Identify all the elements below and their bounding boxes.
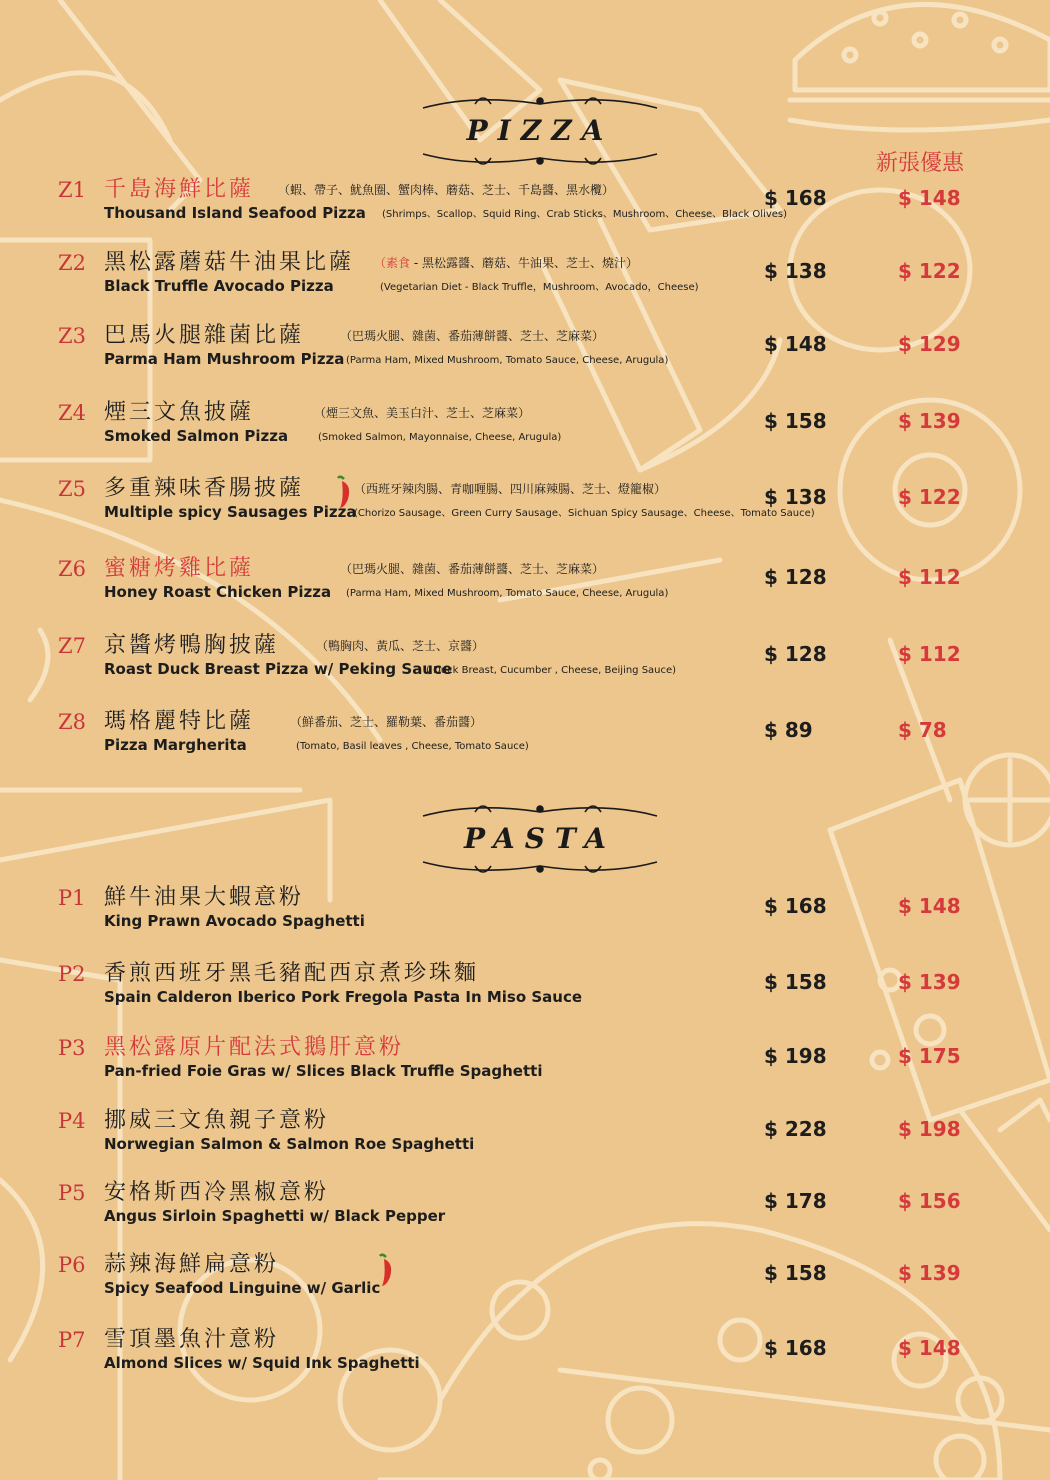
item-desc-en: (Vegetarian Diet - Black Truffle，Mushroom、Avocado，Cheese) xyxy=(380,282,699,293)
item-code: Z1 xyxy=(58,178,86,202)
item-name-zh: 安格斯西冷黑椒意粉 xyxy=(104,1180,330,1205)
item-desc-zh: （巴瑪火腿、雜菌、番茄薄餅醬、芝士、芝麻菜） xyxy=(340,562,605,576)
item-price: $ 198 xyxy=(764,1044,827,1068)
item-name-en: Smoked Salmon Pizza xyxy=(104,427,289,445)
item-name-en: Pizza Margherita xyxy=(104,736,247,754)
item-price: $ 89 xyxy=(764,718,813,742)
item-promo-price: $ 175 xyxy=(898,1044,961,1068)
item-desc-zh-text: - 黑松露醬、蘑菇、牛油果、芝士、燒汁） xyxy=(410,256,638,270)
item-name-en: Thousand Island Seafood Pizza xyxy=(104,204,366,222)
item-promo-price: $ 112 xyxy=(898,642,961,666)
item-name-zh: 多重辣味香腸披薩 xyxy=(104,476,305,501)
item-name-en: Norwegian Salmon & Salmon Roe Spaghetti xyxy=(104,1135,475,1153)
item-desc-zh: （巴瑪火腿、雜菌、番茄薄餅醬、芝士、芝麻菜） xyxy=(340,329,605,343)
item-name-zh: 瑪格麗特比薩 xyxy=(104,709,255,734)
pasta-section-title xyxy=(410,800,670,878)
bottom-flourish-ornament xyxy=(415,148,665,170)
item-promo-price: $ 139 xyxy=(898,970,961,994)
item-name-en: Parma Ham Mushroom Pizza xyxy=(104,350,345,368)
item-name-zh: 千島海鮮比薩 xyxy=(104,177,255,202)
item-promo-price: $ 122 xyxy=(898,485,961,509)
item-promo-price: $ 198 xyxy=(898,1117,961,1141)
item-promo-price: $ 112 xyxy=(898,565,961,589)
item-code: Z8 xyxy=(58,710,86,734)
vegetarian-tag: （素食 xyxy=(374,256,411,270)
item-desc-zh: （鴨胸肉、黃瓜、芝士、京醬） xyxy=(316,639,485,653)
bottom-flourish-ornament xyxy=(415,856,665,878)
item-desc-en: (Chorizo Sausage、Green Curry Sausage、Sichuan Spicy Sausage、Cheese、Tomato Sauce) xyxy=(354,508,815,519)
top-flourish-ornament xyxy=(415,800,665,822)
item-name-zh: 黑松露原片配法式鵝肝意粉 xyxy=(104,1035,405,1060)
item-name-en: Honey Roast Chicken Pizza xyxy=(104,583,332,601)
item-price: $ 128 xyxy=(764,642,827,666)
item-name-en: Roast Duck Breast Pizza w/ Peking Sauce xyxy=(104,660,453,678)
item-desc-en: (Parma Ham, Mixed Mushroom, Tomato Sauce, Cheese, Arugula) xyxy=(346,355,669,366)
item-code: P4 xyxy=(58,1109,86,1133)
item-name-zh: 巴馬火腿雜菌比薩 xyxy=(104,323,305,348)
item-code: Z2 xyxy=(58,251,86,275)
item-desc-zh: （煙三文魚、美玉白汁、芝士、芝麻菜） xyxy=(314,406,531,420)
item-name-en: Pan-fried Foie Gras w/ Slices Black Truffle Spaghetti xyxy=(104,1062,543,1080)
item-code: Z6 xyxy=(58,557,86,581)
item-name-zh: 香煎西班牙黑毛豬配西京煮珍珠麵 xyxy=(104,961,480,986)
item-price: $ 168 xyxy=(764,186,827,210)
item-name-zh: 京醬烤鴨胸披薩 xyxy=(104,633,280,658)
item-desc-zh: （蝦、帶子、魷魚圈、蟹肉棒、蘑菇、芝士、千島醬、黑水欖） xyxy=(278,183,615,197)
item-code: Z3 xyxy=(58,324,86,348)
item-price: $ 168 xyxy=(764,1336,827,1360)
item-name-zh: 黑松露蘑菇牛油果比薩 xyxy=(104,250,355,275)
item-desc-en: (Smoked Salmon, Mayonnaise, Cheese, Arugula) xyxy=(318,432,562,443)
item-name-zh: 鮮牛油果大蝦意粉 xyxy=(104,885,305,910)
item-price: $ 158 xyxy=(764,409,827,433)
item-desc-en: (Shrimps、Scallop、Squid Ring、Crab Sticks、Mushroom、Cheese、Black Olives) xyxy=(382,209,788,220)
item-code: P5 xyxy=(58,1181,86,1205)
item-promo-price: $ 148 xyxy=(898,1336,961,1360)
item-price: $ 228 xyxy=(764,1117,827,1141)
item-name-zh: 煙三文魚披薩 xyxy=(104,400,255,425)
item-name-zh: 雪頂墨魚汁意粉 xyxy=(104,1327,280,1352)
item-promo-price: $ 148 xyxy=(898,894,961,918)
pasta-title-text: PASTA xyxy=(464,822,616,855)
item-price: $ 178 xyxy=(764,1189,827,1213)
item-name-en: Black Truffle Avocado Pizza xyxy=(104,277,334,295)
item-desc-zh: （鮮番茄、芝士、羅勒葉、番茄醬） xyxy=(290,715,483,729)
item-name-zh: 蜜糖烤雞比薩 xyxy=(104,556,255,581)
item-promo-price: $ 156 xyxy=(898,1189,961,1213)
item-price: $ 138 xyxy=(764,485,827,509)
promo-price-header: 新張優惠 xyxy=(876,151,965,176)
item-desc-zh: （西班牙辣肉腸、青咖喱腸、四川麻辣腸、芝士、燈籠椒） xyxy=(354,482,667,496)
item-desc-zh xyxy=(374,254,638,272)
item-promo-price: $ 148 xyxy=(898,186,961,210)
item-price: $ 128 xyxy=(764,565,827,589)
pizza-section-title xyxy=(410,92,670,170)
item-promo-price: $ 122 xyxy=(898,259,961,283)
item-desc-en: (Parma Ham, Mixed Mushroom, Tomato Sauce, Cheese, Arugula) xyxy=(346,588,669,599)
item-code: P2 xyxy=(58,962,86,986)
item-code: P7 xyxy=(58,1328,86,1352)
item-code: Z7 xyxy=(58,634,86,658)
item-promo-price: $ 129 xyxy=(898,332,961,356)
item-code: P3 xyxy=(58,1036,86,1060)
item-price: $ 148 xyxy=(764,332,827,356)
item-name-zh: 蒜辣海鮮扁意粉 xyxy=(104,1252,280,1277)
item-code: Z4 xyxy=(58,401,86,425)
item-price: $ 138 xyxy=(764,259,827,283)
item-name-en: King Prawn Avocado Spaghetti xyxy=(104,912,365,930)
item-code: Z5 xyxy=(58,477,86,501)
item-name-zh: 挪威三文魚親子意粉 xyxy=(104,1108,330,1133)
item-desc-en: ( Duck Breast, Cucumber , Cheese, Beijing Sauce) xyxy=(426,665,677,676)
pizza-title-text: PIZZA xyxy=(466,114,614,147)
item-name-en: Multiple spicy Sausages Pizza xyxy=(104,503,357,521)
item-name-en: Spicy Seafood Linguine w/ Garlic xyxy=(104,1279,381,1297)
item-price: $ 158 xyxy=(764,970,827,994)
item-price: $ 158 xyxy=(764,1261,827,1285)
item-price: $ 168 xyxy=(764,894,827,918)
item-code: P1 xyxy=(58,886,86,910)
item-name-en: Spain Calderon Iberico Pork Fregola Pasta In Miso Sauce xyxy=(104,988,583,1006)
item-name-en: Almond Slices w/ Squid Ink Spaghetti xyxy=(104,1354,420,1372)
item-name-en: Angus Sirloin Spaghetti w/ Black Pepper xyxy=(104,1207,446,1225)
item-promo-price: $ 78 xyxy=(898,718,947,742)
item-promo-price: $ 139 xyxy=(898,409,961,433)
item-code: P6 xyxy=(58,1253,86,1277)
item-promo-price: $ 139 xyxy=(898,1261,961,1285)
top-flourish-ornament xyxy=(415,92,665,114)
item-desc-en: (Tomato, Basil leaves , Cheese, Tomato Sauce) xyxy=(296,741,529,752)
